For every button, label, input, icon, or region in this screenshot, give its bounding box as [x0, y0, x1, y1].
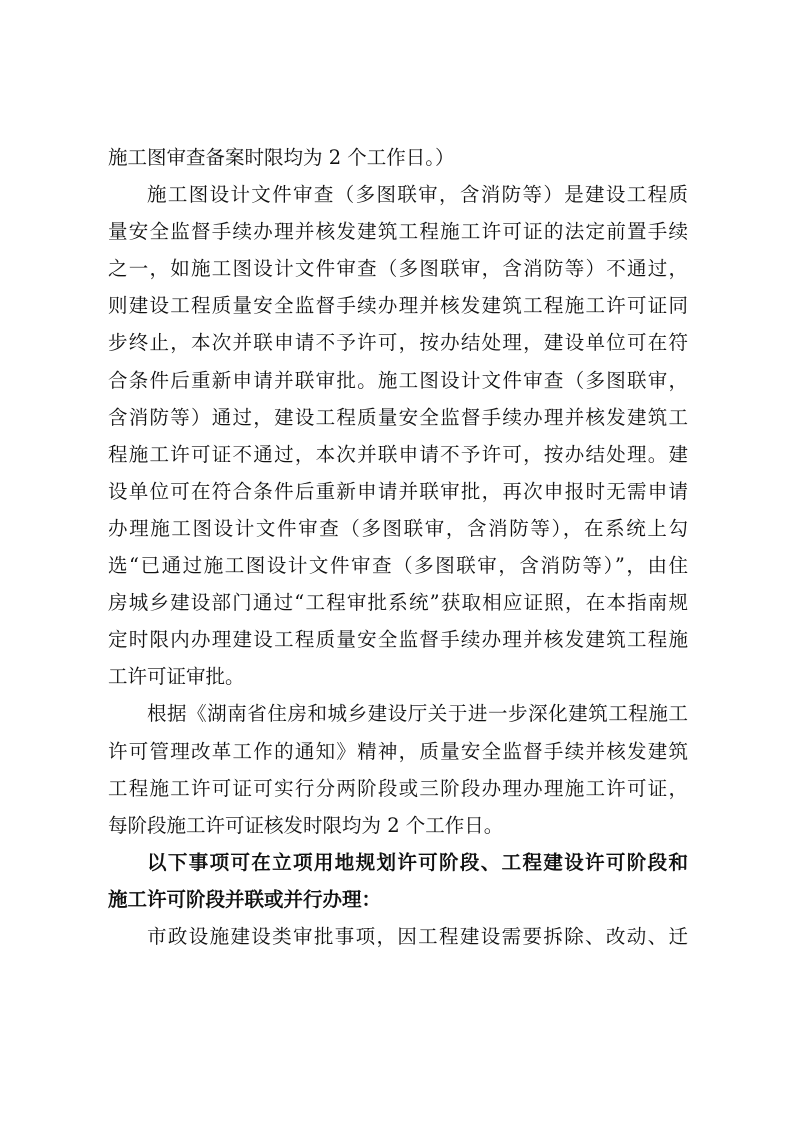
- paragraph-5: [108, 918, 688, 955]
- paragraph-4-line-2: 施工许可阶段并联或并行办理：: [108, 887, 382, 911]
- paragraph-4-line-1: 以下事项可在立项用地规划许可阶段、工程建设许可阶段和: [147, 850, 688, 874]
- paragraph-2-line-6: 合条件后重新申请并联审批。施工图设计文件审查（多图联审，: [108, 368, 688, 392]
- document-body: [108, 139, 688, 955]
- paragraph-2-line-4: 则建设工程质量安全监督手续办理并核发建筑工程施工许可证同: [108, 294, 688, 318]
- paragraph-2-line-1: 施工图设计文件审查（多图联审，含消防等）是建设工程质: [147, 183, 688, 207]
- paragraph-3-line-4: 每阶段施工许可证核发时限均为 2 个工作日。: [108, 813, 504, 837]
- paragraph-1: [108, 139, 688, 176]
- paragraph-2: [108, 176, 688, 695]
- paragraph-2-line-5: 步终止，本次并联申请不予许可，按办结处理，建设单位可在符: [108, 331, 688, 355]
- paragraph-3: [108, 695, 688, 843]
- paragraph-3-line-1: 根据《湖南省住房和城乡建设厅关于进一步深化建筑工程施工: [147, 702, 688, 726]
- paragraph-2-line-10: 办理施工图设计文件审查（多图联审，含消防等），在系统上勾: [108, 516, 688, 540]
- paragraph-2-line-13: 定时限内办理建设工程质量安全监督手续办理并核发建筑工程施: [108, 628, 688, 652]
- paragraph-2-line-14: 工许可证审批。: [108, 665, 245, 689]
- paragraph-2-line-3: 之一，如施工图设计文件审查（多图联审，含消防等）不通过，: [108, 257, 688, 281]
- paragraph-2-line-8: 程施工许可证不通过，本次并联申请不予许可，按办结处理。建: [108, 442, 688, 466]
- paragraph-2-line-9: 设单位可在符合条件后重新申请并联审批，再次申报时无需申请: [108, 479, 688, 503]
- paragraph-2-line-12: 房城乡建设部门通过“工程审批系统”获取相应证照，在本指南规: [108, 591, 688, 615]
- paragraph-2-line-2: 量安全监督手续办理并核发建筑工程施工许可证的法定前置手续: [108, 220, 688, 244]
- paragraph-3-line-3: 工程施工许可证可实行分两阶段或三阶段办理办理施工许可证，: [108, 776, 688, 800]
- paragraph-4-heading: [108, 844, 688, 918]
- paragraph-5-line-1: 市政设施建设类审批事项，因工程建设需要拆除、改动、迁: [147, 924, 688, 948]
- paragraph-1-line-1: 施工图审查备案时限均为 2 个工作日。）: [108, 146, 455, 169]
- paragraph-2-line-7: 含消防等）通过，建设工程质量安全监督手续办理并核发建筑工: [108, 405, 688, 429]
- paragraph-3-line-2: 许可管理改革工作的通知》精神，质量安全监督手续并核发建筑: [108, 739, 688, 763]
- paragraph-2-line-11: 选“已通过施工图设计文件审查（多图联审，含消防等）”，由住: [108, 554, 688, 578]
